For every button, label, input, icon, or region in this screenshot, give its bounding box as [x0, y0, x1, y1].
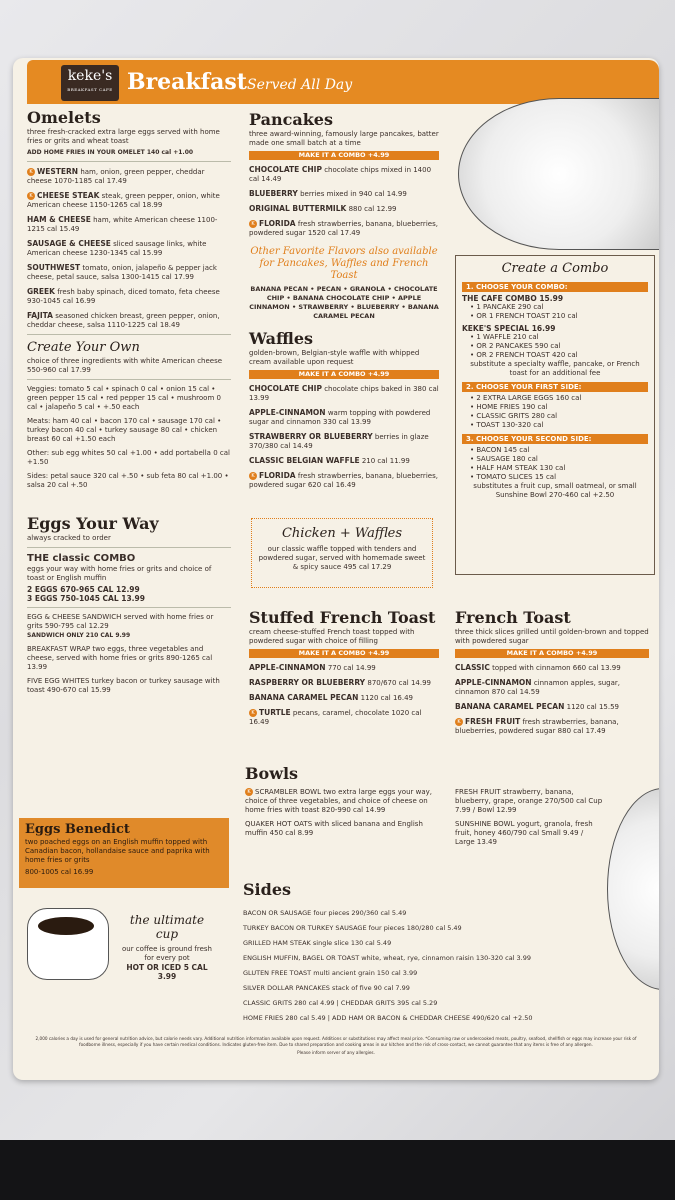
three-eggs: 3 EGGS 750-1045 CAL 13.99 — [27, 594, 145, 603]
french-item: BANANA CARAMEL PECAN 1120 cal 15.59 — [455, 702, 619, 711]
create-own-intro: choice of three ingredients with white American cheese 550-960 cal 17.99 — [27, 357, 223, 374]
chicken-waffles-title: Chicken + Waffles — [281, 526, 403, 541]
stuffed-item: BANANA CARAMEL PECAN 1120 cal 16.49 — [249, 693, 413, 702]
side-item: GRILLED HAM STEAK single slice 130 cal 5.49 — [243, 939, 392, 947]
egg-sandwich: EGG & CHEESE SANDWICH served with home fries or grits 590-795 cal 12.29 — [27, 613, 214, 630]
omelet-item: HAM & CHEESE ham, white American cheese 1100-1215 cal 15.49 — [27, 215, 218, 233]
combo-step-3: 3. CHOOSE YOUR SECOND SIDE: — [462, 434, 648, 444]
create-own-title: Create Your Own — [27, 340, 140, 355]
favorite-icon: K — [249, 472, 257, 480]
bowls-title: Bowls — [245, 764, 299, 783]
footer-note: 2,000 calories a day is used for general nutrition advice, but calorie needs vary. Additional nutrition information available upon request. Additions or substitutions may affect meal price. *Consuming raw or undercooked meats, poultry, seafood, shellfish or eggs may increase your risk of foodborne illness, especially if you have certain medical conditions. Indicates gluten-free item. Due to shared preparation and cooking areas in our kitchen and the risk of cross-contact, we cannot guarantee that any items is free of any allergen. Please inform server of any allergies. — [33, 1036, 639, 1056]
side-item: GLUTEN FREE TOAST multi ancient grain 150 cal 3.99 — [243, 969, 418, 977]
benedict-price: 800-1005 cal 16.99 — [25, 868, 94, 876]
sunshine-bowl: SUNSHINE BOWL yogurt, granola, fresh fruit, honey 460/790 cal Small 9.49 / Large 13.49 — [455, 820, 593, 846]
allergy-note: Please inform server of any allergies. — [297, 1050, 375, 1055]
stuffed-title: Stuffed French Toast — [249, 608, 436, 627]
pancake-item: CHOCOLATE CHIP chocolate chips mixed in 1400 cal 14.49 — [249, 165, 432, 183]
pancake-item: ORIGINAL BUTTERMILK 880 cal 12.99 — [249, 204, 397, 213]
divider — [27, 334, 231, 335]
waffles-title: Waffles — [249, 329, 313, 348]
pancakes-combo-bar: MAKE IT A COMBO +4.99 — [249, 151, 439, 160]
favorite-icon: K — [249, 220, 257, 228]
floor — [0, 1140, 675, 1200]
stuffed-item: K TURTLE pecans, caramel, chocolate 1020 cal 16.49 — [249, 708, 422, 726]
french-item: K FRESH FRUIT fresh strawberries, banana, blueberries, powdered sugar 880 cal 17.49 — [455, 717, 619, 735]
sandwich-only: SANDWICH ONLY 210 CAL 9.99 — [27, 632, 131, 639]
combo-step-1: 1. CHOOSE YOUR COMBO: — [462, 282, 648, 292]
quaker-oats: QUAKER HOT OATS with sliced banana and English muffin 450 cal 8.99 — [245, 820, 423, 837]
side-item: ENGLISH MUFFIN, BAGEL OR TOAST white, wheat, rye, cinnamon raisin 130-320 cal 3.99 — [243, 954, 532, 962]
omelet-item: K CHEESE STEAK steak, green pepper, onion, white American cheese 1150-1265 cal 18.99 — [27, 191, 220, 209]
combo-step-2: 2. CHOOSE YOUR FIRST SIDE: — [462, 382, 648, 392]
eggs-benedict-box — [19, 818, 229, 888]
side-item: SILVER DOLLAR PANCAKES stack of five 90 cal 7.99 — [243, 984, 410, 992]
omelet-item: SAUSAGE & CHEESE sliced sausage links, white American cheese 1230-1345 cal 15.99 — [27, 239, 207, 257]
classic-combo-title: THE classic COMBO — [27, 553, 136, 564]
divider — [27, 161, 231, 162]
omelets-addon: ADD HOME FRIES IN YOUR OMELET 140 cal +1.00 — [27, 149, 194, 156]
other-flavors-title: Other Favorite Flavors also available for Pancakes, Waffles and French Toast — [250, 246, 438, 281]
benedict-title: Eggs Benedict — [25, 822, 130, 837]
fresh-fruit-bowl: FRESH FRUIT strawberry, banana, blueberry, grape, orange 270/500 cal Cup 7.99 / Bowl 12.99 — [455, 788, 603, 814]
eggs-title: Eggs Your Way — [27, 514, 159, 533]
stuffed-combo-bar: MAKE IT A COMBO +4.99 — [249, 649, 439, 658]
chicken-waffles-desc: our classic waffle topped with tenders and powdered sugar, served with homemade sweet & spicy sauce 495 cal 17.29 — [258, 545, 426, 571]
create-combo-title: Create a Combo — [501, 261, 609, 276]
coffee-cup-illustration — [27, 908, 109, 980]
coffee-title: the ultimate cup — [129, 913, 205, 941]
combo-content: 1. CHOOSE YOUR COMBO: THE CAFE COMBO 15.99 • 1 PANCAKE 290 cal • OR 1 FRENCH TOAST 210 cal KEKE'S SPECIAL 16.99 • 1 WAFFLE 210 cal • OR 2 PANCAKES 590 cal • OR 2 FRENCH TOAST 420 cal substitute a specialty waffle, pancake, or French toast for an additional fee 2. CHOOSE YOUR FIRST SIDE: • 2 EXTRA LARGE EGGS 160 cal • HOME FRIES 190 cal • CLASSIC GRITS 280 cal • TOAST 130-320 cal 3. CHOOSE YOUR SECOND SIDE: • BACON 145 cal • SAUSAGE 180 cal • HALF HAM STEAK 130 cal • TOMATO SLICES 15 cal substitutes a fruit cup, small oatmeal, or small Sunshine Bowl 270-460 cal +2.50 — [456, 282, 654, 500]
other-list: Other: sub egg whites 50 cal +1.00 • add portabella 0 cal +1.50 — [27, 449, 230, 466]
menu-title: Breakfast — [127, 69, 247, 95]
french-toast — [455, 608, 649, 736]
divider — [27, 607, 231, 608]
create-combo-box — [455, 255, 655, 575]
omelet-item: GREEK fresh baby spinach, diced tomato, feta cheese 930-1045 cal 16.99 — [27, 287, 220, 305]
stuffed-item: RASPBERRY OR BLUEBERRY 870/670 cal 14.99 — [249, 678, 432, 687]
left-column — [27, 108, 231, 695]
coffee-price: HOT OR ICED 5 CAL 3.99 — [126, 963, 208, 981]
benedict-desc: two poached eggs on an English muffin topped with Canadian bacon, hollandaise sauce and paprika with home fries or grits — [25, 838, 210, 864]
coffee-desc: our coffee is ground fresh for every pot — [121, 945, 212, 962]
coffee-icon — [38, 917, 94, 935]
stuffed-french-toast — [249, 608, 439, 727]
side-item: HOME FRIES 280 cal 5.49 | ADD HAM OR BACON & CHEDDAR CHEESE 490/620 cal +2.50 — [243, 1014, 533, 1022]
two-eggs: 2 EGGS 670-965 CAL 12.99 — [27, 585, 140, 594]
veggies-list: Veggies: tomato 5 cal • spinach 0 cal • onion 15 cal • green pepper 15 cal • red pepper 15 cal • mushroom 0 cal • jalapeño 5 cal • +.50 each — [27, 385, 221, 411]
sides-title: Sides — [243, 880, 292, 899]
middle-column — [249, 110, 439, 490]
favorite-icon: K — [27, 168, 35, 176]
breakfast-wrap: BREAKFAST WRAP two eggs, three vegetables and cheese, served with home fries or grits 890-1265 cal 13.99 — [27, 645, 213, 671]
sides-list — [243, 906, 623, 1026]
stuffed-intro: cream cheese-stuffed French toast topped with powdered sugar with choice of filling — [249, 628, 415, 645]
bowls-left — [245, 788, 439, 838]
waffle-item: K FLORIDA fresh strawberries, banana, blueberries, powdered sugar 620 cal 16.49 — [249, 471, 438, 489]
chicken-waffles-box — [251, 518, 433, 588]
waffle-item: STRAWBERRY OR BLUEBERRY berries in glaze 370/380 cal 14.49 — [249, 432, 429, 450]
divider — [27, 379, 231, 380]
favorite-icon: K — [249, 709, 257, 717]
other-flavors-list: BANANA PECAN • PECAN • GRANOLA • CHOCOLATE CHIP • BANANA CHOCOLATE CHIP • APPLE CINNAMON • STRAWBERRY • BLUEBERRY • BANANA CARAMEL PECAN — [249, 285, 439, 320]
pancake-item: K FLORIDA fresh strawberries, banana, blueberries, powdered sugar 1520 cal 17.49 — [249, 219, 438, 237]
pancakes-title: Pancakes — [249, 110, 333, 129]
scrambler-bowl: K SCRAMBLER BOWL two extra large eggs your way, choice of three vegetables, and choice of cheese on home fries with toast 820-990 cal 14.99 — [245, 788, 433, 814]
omelet-item: SOUTHWEST tomato, onion, jalapeño & pepper jack cheese, petal sauce, salsa 1300-1415 cal 17.99 — [27, 263, 217, 281]
divider — [27, 547, 231, 548]
menu-card — [13, 58, 659, 1080]
stuffed-item: APPLE-CINNAMON 770 cal 14.99 — [249, 663, 376, 672]
bowls-right — [455, 788, 605, 847]
waffles-intro: golden-brown, Belgian-style waffle with whipped cream available upon request — [249, 349, 420, 366]
omelets-intro: three fresh-cracked extra large eggs served with home fries or grits and wheat toast — [27, 128, 220, 145]
kekes-logo: keke's BREAKFAST CAFE — [61, 65, 119, 101]
sides-list: Sides: petal sauce 320 cal +.50 • sub feta 80 cal +1.00 • salsa 20 cal +.50 — [27, 472, 229, 489]
pancake-item: BLUEBERRY berries mixed in 940 cal 14.99 — [249, 189, 407, 198]
omelets-title: Omelets — [27, 108, 101, 127]
favorite-icon: K — [27, 192, 35, 200]
waffle-item: CLASSIC BELGIAN WAFFLE 210 cal 11.99 — [249, 456, 410, 465]
french-title: French Toast — [455, 608, 571, 627]
waffle-item: APPLE-CINNAMON warm topping with powdered sugar and cinnamon 330 cal 13.99 — [249, 408, 431, 426]
meats-list: Meats: ham 40 cal • bacon 170 cal • sausage 170 cal • turkey bacon 40 cal • turkey sausage 80 cal • chicken breast 60 cal +1.50 each — [27, 417, 222, 443]
omelet-item: FAJITA seasoned chicken breast, green pepper, onion, cheddar cheese, salsa 1110-1225 cal 18.49 — [27, 311, 220, 329]
favorite-icon: K — [245, 788, 253, 796]
omelet-item: K WESTERN ham, onion, green pepper, cheddar cheese 1070-1185 cal 17.49 — [27, 167, 205, 185]
french-intro: three thick slices grilled until golden-brown and topped with powdered sugar — [455, 628, 649, 645]
favorite-icon: K — [455, 718, 463, 726]
side-item: TURKEY BACON OR TURKEY SAUSAGE four pieces 180/280 cal 5.49 — [243, 924, 462, 932]
waffle-item: CHOCOLATE CHIP chocolate chips baked in 380 cal 13.99 — [249, 384, 439, 402]
side-item: CLASSIC GRITS 280 cal 4.99 | CHEDDAR GRITS 395 cal 5.29 — [243, 999, 438, 1007]
five-egg-whites: FIVE EGG WHITES turkey bacon or turkey sausage with toast 490-670 cal 15.99 — [27, 677, 220, 694]
french-combo-bar: MAKE IT A COMBO +4.99 — [455, 649, 649, 658]
coffee-block — [117, 913, 217, 981]
classic-combo-desc: eggs your way with home fries or grits and choice of toast or English muffin — [27, 565, 212, 582]
pancakes-intro: three award-winning, famously large pancakes, batter made one small batch at a time — [249, 130, 439, 147]
waffles-combo-bar: MAKE IT A COMBO +4.99 — [249, 370, 439, 379]
side-item: BACON OR SAUSAGE four pieces 290/360 cal 5.49 — [243, 909, 407, 917]
eggs-sub: always cracked to order — [27, 534, 111, 542]
french-item: APPLE-CINNAMON cinnamon apples, sugar, cinnamon 870 cal 14.59 — [455, 678, 620, 696]
french-item: CLASSIC topped with cinnamon 660 cal 13.99 — [455, 663, 621, 672]
pancake-plate-illustration — [458, 98, 659, 250]
menu-subtitle: Served All Day — [247, 77, 353, 93]
